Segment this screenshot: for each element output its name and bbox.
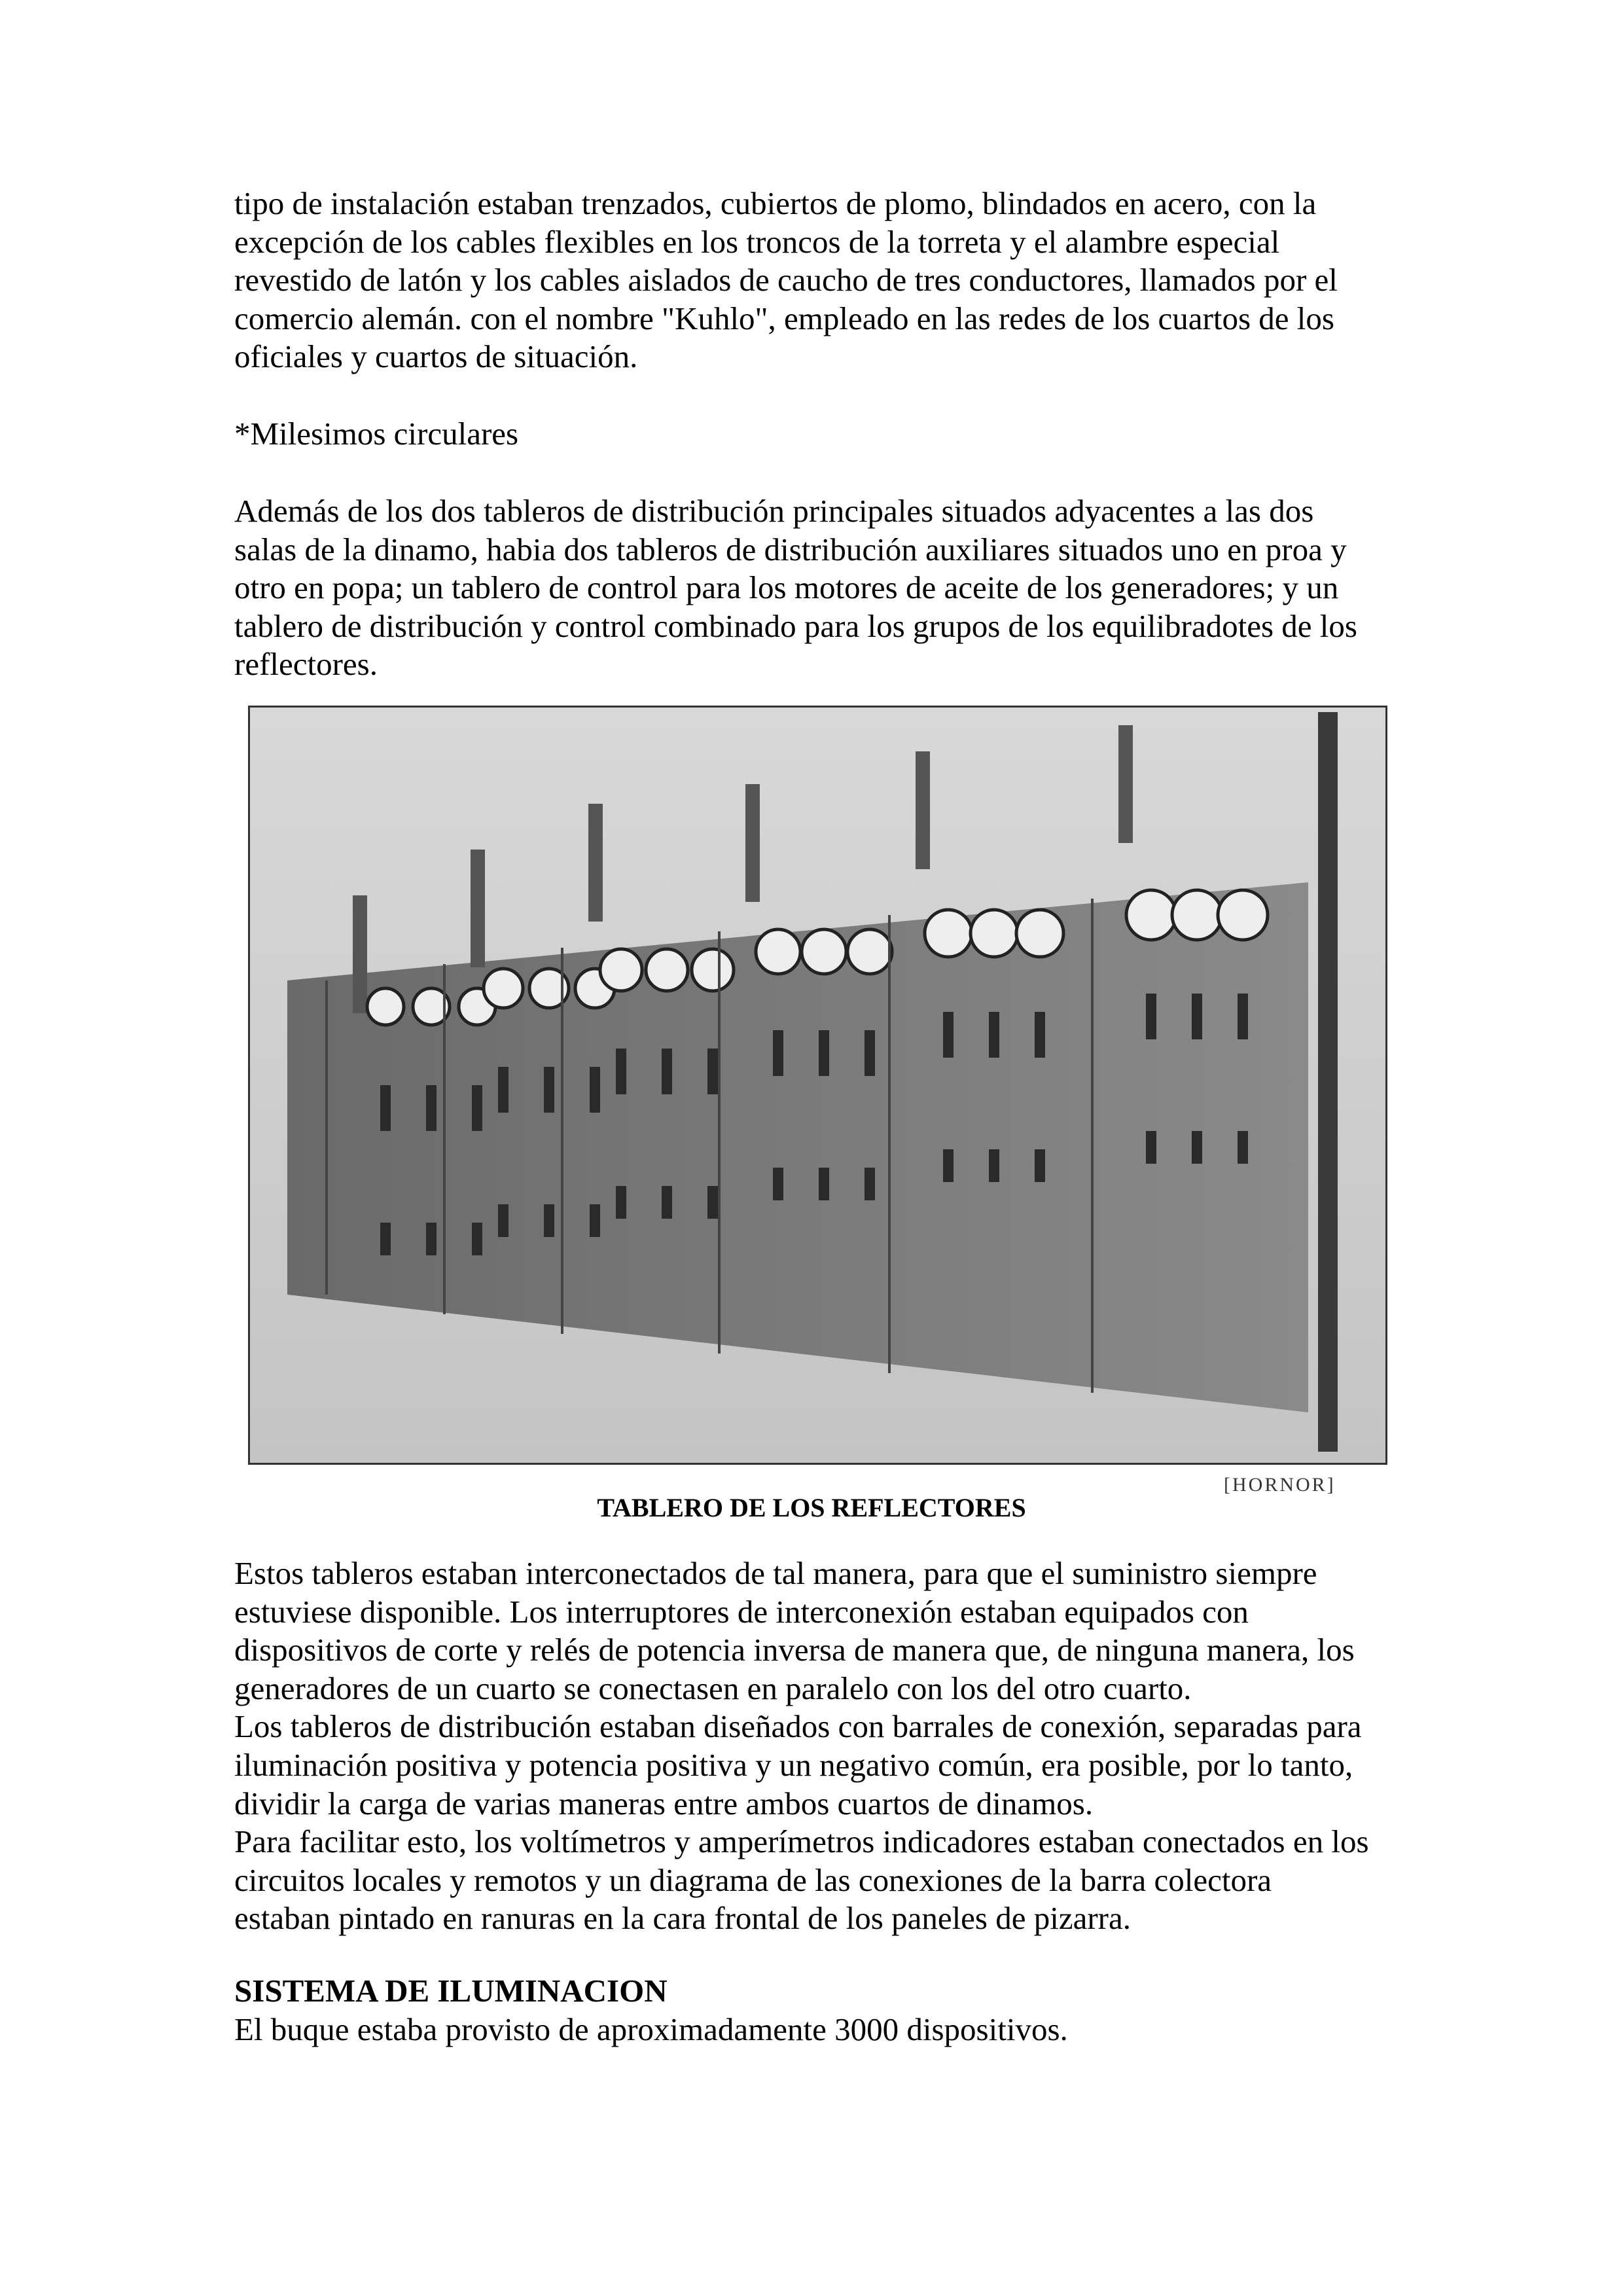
switch-lever	[662, 1186, 672, 1219]
text-line: dividir la carga de varias maneras entre ambos cuartos de dinamos.	[234, 1785, 1094, 1821]
text-line: excepción de los cables flexibles en los troncos de la torreta y el alambre especial	[234, 223, 1280, 260]
photo-credit: [HORNOR]	[1224, 1474, 1336, 1496]
switch-lever	[865, 1030, 875, 1076]
switch-lever	[989, 1012, 999, 1058]
text-line: salas de la dinamo, habia dos tableros de distribución auxiliares situados uno en proa y	[234, 531, 1347, 567]
paragraph-interconexion	[234, 1554, 1369, 1938]
paragraph-cables	[234, 185, 1338, 376]
text-line: iluminación positiva y potencia positiva y un negativo común, era posible, por lo tanto,	[234, 1746, 1353, 1783]
switch-lever	[1146, 1131, 1156, 1164]
gauge-dial	[1016, 910, 1063, 957]
text-line: revestido de latón y los cables aislados de caucho de tres conductores, llamados por el	[234, 262, 1338, 298]
bus-bar	[588, 804, 603, 922]
text-line: otro en popa; un tablero de control para los motores de aceite de los generadores; y un	[234, 569, 1339, 606]
text-line: tipo de instalación estaban trenzados, cubiertos de plomo, blindados en acero, con la	[234, 185, 1317, 221]
section-iluminacion	[234, 1972, 1068, 2049]
gauge-dial	[1218, 890, 1268, 940]
switch-lever	[426, 1223, 437, 1255]
switch-lever	[472, 1085, 482, 1131]
gauge-dial	[971, 910, 1018, 957]
switch-lever	[498, 1067, 508, 1113]
switch-lever	[1238, 994, 1248, 1039]
gauge-dial	[802, 929, 846, 974]
text-line: comercio alemán. con el nombre "Kuhlo", empleado en las redes de los cuartos de los	[234, 300, 1334, 336]
switch-lever	[426, 1085, 437, 1131]
switch-lever	[707, 1049, 718, 1094]
footnote	[234, 415, 518, 454]
switch-lever	[773, 1168, 783, 1200]
switch-lever	[1192, 1131, 1202, 1164]
switch-lever	[943, 1012, 954, 1058]
switch-lever	[1192, 994, 1202, 1039]
section-heading: SISTEMA DE ILUMINACION	[234, 1973, 668, 2009]
switch-lever	[544, 1204, 554, 1237]
switch-lever	[989, 1149, 999, 1182]
gauge-dial	[1126, 890, 1176, 940]
switch-lever	[1035, 1012, 1045, 1058]
text-line: Para facilitar esto, los voltímetros y amperímetros indicadores estaban conectados en los	[234, 1823, 1369, 1860]
switch-lever	[616, 1049, 626, 1094]
text-line: dispositivos de corte y relés de potencia inversa de manera que, de ninguna manera, los	[234, 1632, 1355, 1668]
gauge-dial	[847, 929, 892, 974]
switch-lever	[1238, 1131, 1248, 1164]
bus-bar	[745, 784, 760, 902]
switch-lever	[590, 1204, 600, 1237]
switch-lever	[380, 1085, 391, 1131]
text-line: estaban pintado en ranuras en la cara frontal de los paneles de pizarra.	[234, 1900, 1131, 1937]
text-line: circuitos locales y remotos y un diagrama de las conexiones de la barra colectora	[234, 1861, 1272, 1898]
footnote-text: *Milesimos circulares	[234, 416, 519, 452]
gauge-dial	[756, 929, 800, 974]
text-line: oficiales y cuartos de situación.	[234, 338, 638, 375]
switch-lever	[943, 1149, 954, 1182]
switchboard-photo	[248, 706, 1387, 1465]
switch-lever	[1146, 994, 1156, 1039]
text-line: Los tableros de distribución estaban diseñados con barrales de conexión, separadas para	[234, 1708, 1362, 1745]
text-line: Estos tableros estaban interconectados de tal manera, para que el suministro siempre	[234, 1555, 1317, 1591]
switch-lever	[865, 1168, 875, 1200]
switch-lever	[707, 1186, 718, 1219]
switch-lever	[616, 1186, 626, 1219]
bus-bar	[471, 850, 485, 967]
switch-lever	[662, 1049, 672, 1094]
gauge-dial	[1172, 890, 1222, 940]
section-text: El buque estaba provisto de aproximadamente 3000 dispositivos.	[234, 2011, 1068, 2047]
paragraph-tableros	[234, 492, 1357, 684]
gauge-dial	[692, 949, 734, 991]
gauge-dial	[367, 988, 404, 1025]
switch-lever	[773, 1030, 783, 1076]
text-line: reflectores.	[234, 646, 378, 683]
switch-lever	[498, 1204, 508, 1237]
switch-lever	[1035, 1149, 1045, 1182]
switch-lever	[819, 1030, 829, 1076]
text-line: estuviese disponible. Los interruptores de interconexión estaban equipados con	[234, 1593, 1249, 1630]
switch-lever	[472, 1223, 482, 1255]
bus-bar	[353, 895, 367, 1013]
gauge-dial	[600, 949, 642, 991]
text-line: generadores de un cuarto se conectasen en paralelo con los del otro cuarto.	[234, 1670, 1192, 1706]
gauge-dial	[646, 949, 688, 991]
switch-lever	[819, 1168, 829, 1200]
switch-lever	[380, 1223, 391, 1255]
switch-lever	[544, 1067, 554, 1113]
gauge-dial	[484, 969, 523, 1008]
bus-bar	[1118, 725, 1133, 843]
gauge-dial	[925, 910, 972, 957]
text-line: tablero de distribución y control combinado para los grupos de los equilibradotes de los	[234, 607, 1357, 644]
text-line: Además de los dos tableros de distribución principales situados adyacentes a las dos	[234, 493, 1314, 529]
figure-caption: TABLERO DE LOS REFLECTORES	[597, 1493, 1026, 1522]
switch-lever	[590, 1067, 600, 1113]
bus-bar	[916, 751, 930, 869]
